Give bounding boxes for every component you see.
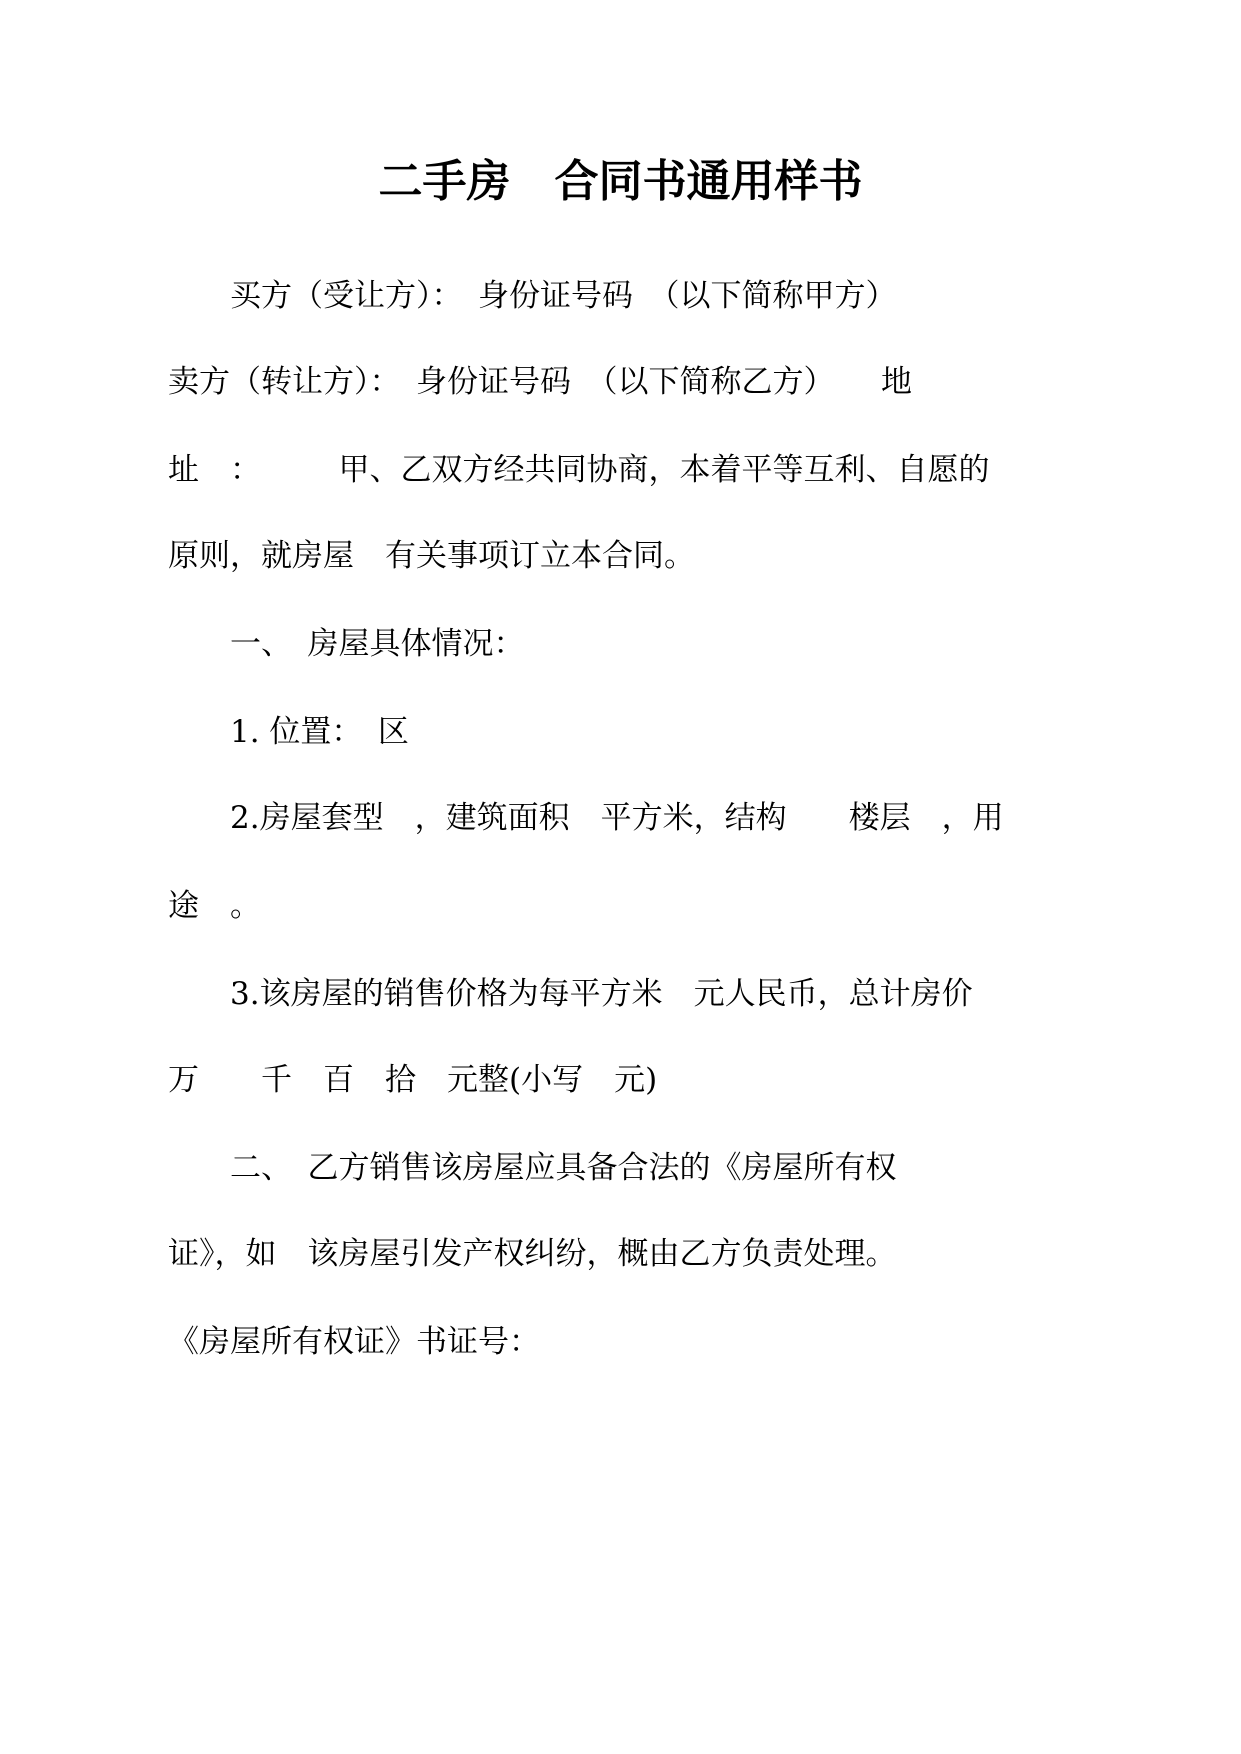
paragraph-line-seller: 卖方（转让方）： 身份证号码 （以下简称乙方） 地 bbox=[168, 364, 912, 400]
section-heading-house-details: 一、 房屋具体情况： bbox=[230, 626, 525, 662]
paragraph-line-buyer: 买方（受让方）： 身份证号码 （以下简称甲方） bbox=[230, 278, 897, 314]
certificate-number-label: 《房屋所有权证》书证号： bbox=[168, 1324, 540, 1360]
item-price: 3.该房屋的销售价格为每平方米 元人民币，总计房价 bbox=[230, 976, 973, 1012]
item-house-type: 2.房屋套型 ，建筑面积 平方米，结构 楼层 ，用 bbox=[230, 800, 1004, 836]
section-heading-ownership: 二、 乙方销售该房屋应具备合法的《房屋所有权 bbox=[230, 1150, 897, 1186]
section-ownership-cont: 证》，如 该房屋引发产权纠纷，概由乙方负责处理。 bbox=[168, 1236, 897, 1272]
item-house-type-cont: 途 。 bbox=[168, 888, 261, 924]
document-title: 二手房 合同书通用样书 bbox=[378, 156, 863, 207]
item-location: 1. 位置： 区 bbox=[230, 714, 409, 750]
paragraph-line-address: 址 ： 甲、乙双方经共同协商，本着平等互利、自愿的 bbox=[168, 452, 990, 488]
item-price-cont: 万 千 百 拾 元整(小写 元) bbox=[168, 1062, 658, 1098]
paragraph-line-principle: 原则，就房屋 有关事项订立本合同。 bbox=[168, 538, 695, 574]
